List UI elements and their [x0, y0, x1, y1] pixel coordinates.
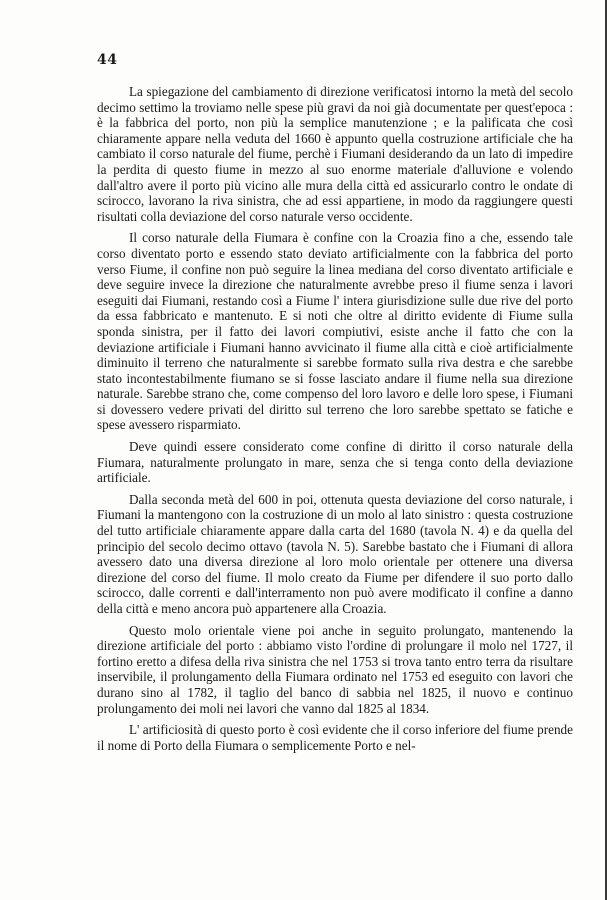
paragraph-3: Deve quindi essere considerato come confine di diritto il corso naturale della Fiumara, naturalmente prolungato in mare, senza che si tenga conto della deviazione artificiale. — [97, 439, 573, 486]
page-edge-line — [605, 0, 607, 900]
paragraph-1: La spiegazione del cambiamento di direzione verificatosi intorno la metà del secolo decimo settimo la troviamo nelle spese più gravi da noi già documentate per quest'epoca : è la fabbrica del porto, non più la semplice manutenzione ; e la palificata che così chiaramente appare nella veduta del 1660 è appunto quella costruzione artificiale che ha cambiato il corso naturale del fiume, perchè i Fiumani desiderando da un lato di impedire la perdita di questo fiume in mezzo al suo enorme materiale d'alluvione e volendo dall'altro avere il porto più vicino alle mura della città ed assicurarlo contro le ondate di scirocco, lavorano la riva sinistra, che ad essi appartiene, in modo da raggiungere questi risultati colla deviazione del corso naturale verso occidente. — [97, 84, 573, 224]
paragraph-4: Dalla seconda metà del 600 in poi, ottenuta questa deviazione del corso naturale, i Fiumani la mantengono con la costruzione di un molo al lato sinistro : questa costruzione del tutto artificiale chiaramente appare dalla carta del 1680 (tavola N. 4) e da quella del principio del secolo decimo ottavo (tavola N. 5). Sarebbe bastato che i Fiumani di allora avessero dato una diversa direzione al loro molo orientale per ottenere una diversa direzione del corso del fiume. Il molo creato da Fiume per difendere il suo porto dallo scirocco, dalle correnti e dall'interramento non può avere modificato il confine a danno della città e meno ancora può appartenere alla Croazia. — [97, 491, 573, 616]
paragraph-5: Questo molo orientale viene poi anche in seguito prolungato, mantenendo la direzione artificiale del porto : abbiamo visto l'ordine di prolungare il molo nel 1727, il fortino eretto a difesa della riva sinistra che nel 1753 si trova tanto entro terra da risultare inservibile, il prolungamento della Fiumara ordinato nel 1753 ed eseguito con lavori che durano sino al 1782, il taglio del banco di sabbia nel 1825, il nuovo e continuo prolungamento dei moli nei lavori che vanno dal 1825 al 1834. — [97, 622, 573, 716]
body-text — [97, 84, 573, 759]
page-number: 44 — [97, 52, 118, 68]
paragraph-2: Il corso naturale della Fiumara è confine con la Croazia fino a che, essendo tale corso diventato porto e essendo stato deviato artificialmente con la fabbrica del porto verso Fiume, il confine non può seguire la linea mediana del corso diventato artificiale e deve seguire invece la direzione che naturalmente avrebbe preso il fiume senza i lavori eseguiti dai Fiumani, restando così a Fiume l' intera giurisdizione sulle due rive del porto da essa fabbricato e mantenuto. E si noti che oltre al diritto evidente di Fiume sulla sponda sinistra, per il fatto dei lavori compiutivi, esiste anche il fatto che con la deviazione artificiale i Fiumani hanno avvicinato il fiume alla città e cioè artificialmente diminuito il terreno che naturalmente si sarebbe formato sulla riva destra e che sarebbe stato incontestabilmente fiumano se si fosse lasciato andare il fiume nella sua direzione naturale. Sarebbe strano che, come compenso del loro lavoro e delle loro spese, i Fiumani si dovessero vedere privati del diritto sul terreno che loro sarebbe spettato se fatiche e spese avessero risparmiato. — [97, 230, 573, 433]
paragraph-6: L' artificiosità di questo porto è così evidente che il corso inferiore del fiume prende il nome di Porto della Fiumara o semplicemente Porto e nel- — [97, 722, 573, 753]
